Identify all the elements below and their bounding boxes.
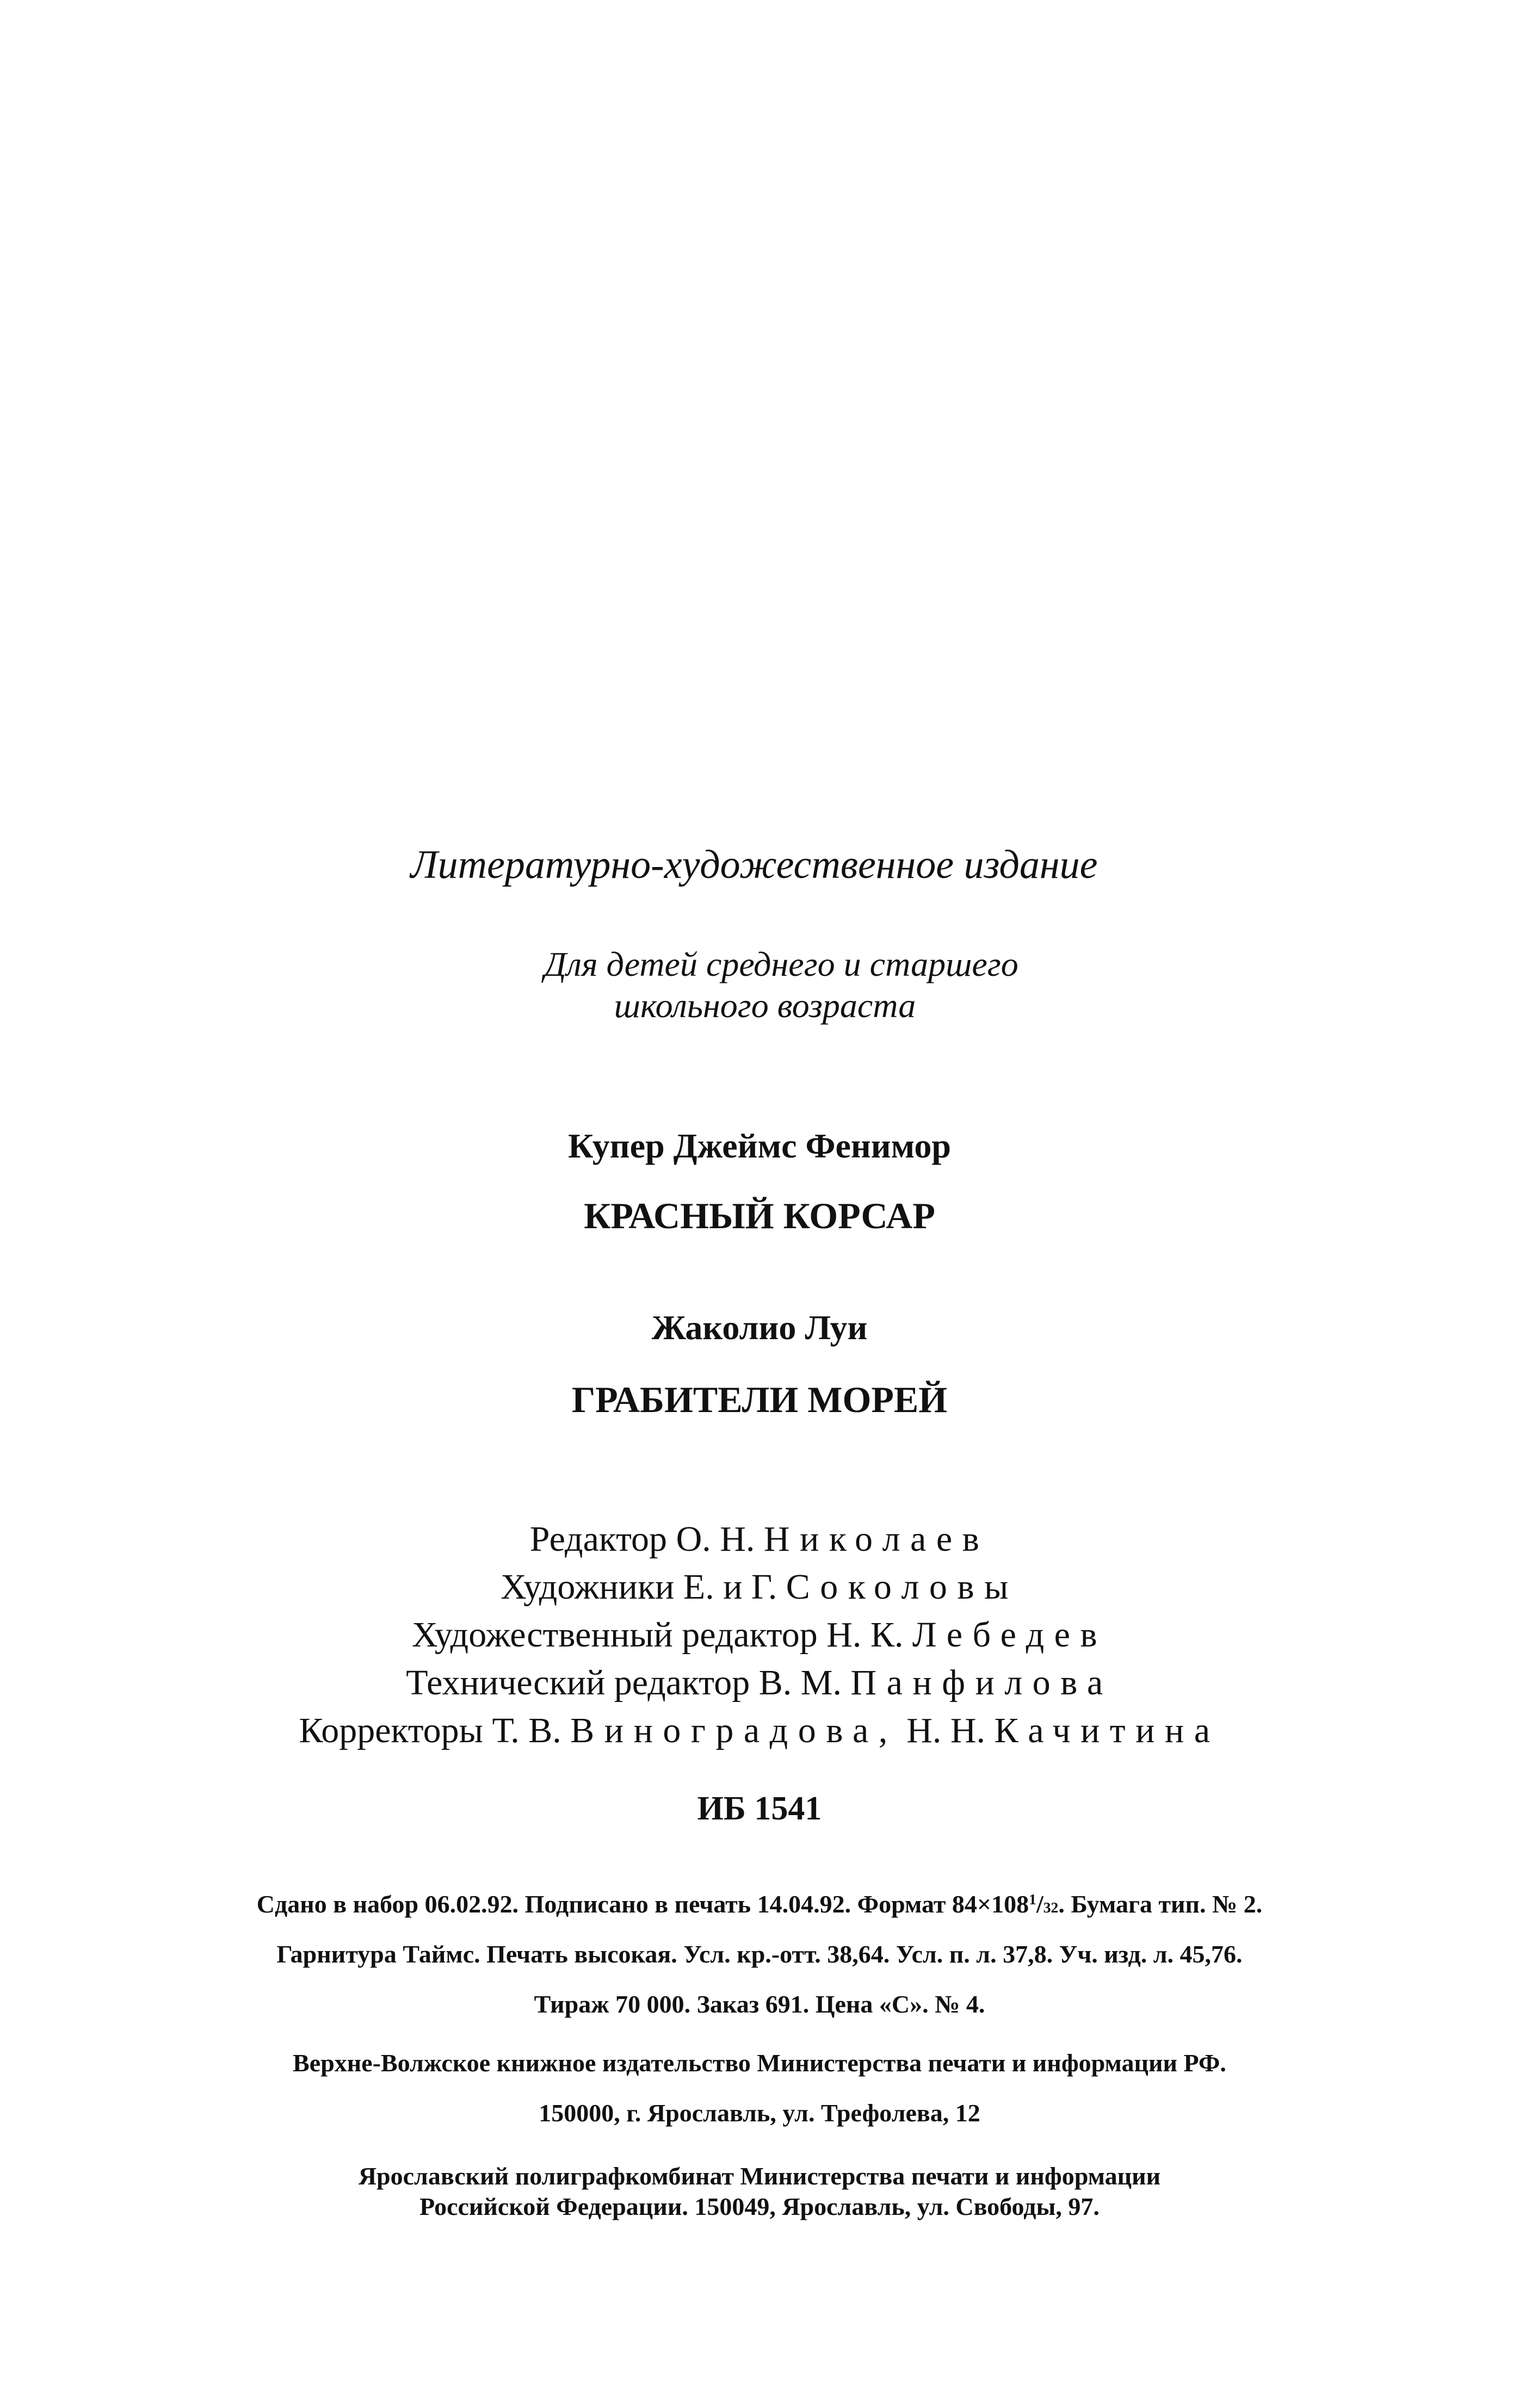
- credit-role: Корректоры: [299, 1711, 484, 1750]
- credit-artists: [0, 1567, 1519, 1608]
- credit-name: Панфилова: [850, 1663, 1113, 1703]
- credit-proofreaders: [0, 1710, 1519, 1751]
- credit-name: Лебедев: [912, 1615, 1108, 1655]
- publisher-name: Верхне-Волжское книжное издательство Министерства печати и информации РФ.: [293, 2049, 1226, 2077]
- credit-name-2: Качитина: [994, 1711, 1220, 1750]
- ib-number: ИБ 1541: [697, 1790, 822, 1827]
- credit-role: Художественный редактор: [411, 1615, 818, 1655]
- credit-editor: [0, 1519, 1519, 1560]
- credit-initials: В. М.: [758, 1663, 842, 1703]
- credit-initials-2: Н. Н.: [906, 1711, 986, 1750]
- audience-line-1: Для детей среднего и старшего: [544, 945, 1018, 983]
- printer-line-2: Российской Федерации. 150049, Ярославль, ул. Свободы, 97.: [419, 2193, 1100, 2220]
- credit-initials: О. Н.: [676, 1519, 755, 1559]
- credit-tech-editor: [0, 1662, 1519, 1704]
- credit-role: Редактор: [529, 1519, 668, 1559]
- credit-name: Соколовы: [786, 1567, 1018, 1607]
- printer-line-1: Ярославский полиграфкомбинат Министерства печати и информации: [358, 2162, 1161, 2190]
- audience-line-2: школьного возраста: [614, 986, 916, 1025]
- credit-initials: Т. В.: [492, 1711, 561, 1750]
- credit-name: Виноградова,: [570, 1711, 898, 1750]
- imprint-line-3: Тираж 70 000. Заказ 691. Цена «С». № 4.: [534, 1990, 985, 2018]
- credit-art-editor: [0, 1614, 1519, 1656]
- imprint-line-2: Гарнитура Таймс. Печать высокая. Усл. кр.-отт. 38,64. Усл. п. л. 37,8. Уч. изд. л. 45,76.: [276, 1940, 1243, 1968]
- work2-title: ГРАБИТЕЛИ МОРЕЙ: [571, 1379, 948, 1420]
- work2-author: Жаколио Луи: [651, 1308, 868, 1347]
- credit-name: Николаев: [763, 1519, 990, 1559]
- credit-initials: Н. К.: [826, 1615, 904, 1655]
- credit-role: Технический редактор: [406, 1663, 750, 1703]
- imprint-line-1: Сдано в набор 06.02.92. Подписано в печать 14.04.92. Формат $84\times 108^1/32$. Бумага тип. № 2.: [256, 1890, 1263, 1918]
- publisher-address: 150000, г. Ярославль, ул. Трефолева, 12: [539, 2099, 980, 2127]
- work1-title: КРАСНЫЙ КОРСАР: [584, 1195, 935, 1236]
- edition-type: Литературно-художественное издание: [410, 843, 1098, 887]
- credit-initials: Е. и Г.: [683, 1567, 777, 1607]
- credit-role: Художники: [501, 1567, 675, 1607]
- work1-author: Купер Джеймс Фенимор: [567, 1126, 952, 1165]
